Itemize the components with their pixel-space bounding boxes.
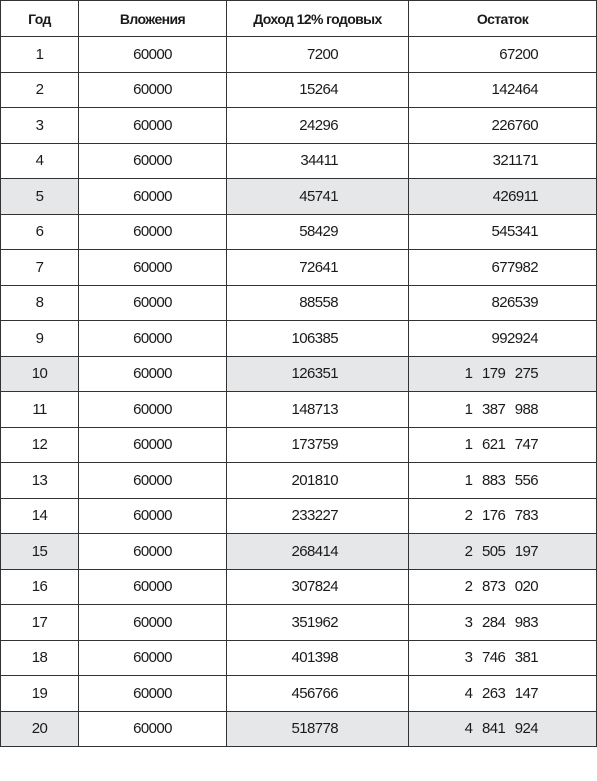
cell-investment: 60000 bbox=[79, 534, 227, 570]
cell-remainder: 3 284 983 bbox=[409, 605, 597, 641]
table-row bbox=[1, 498, 597, 534]
cell-income: 148713 bbox=[227, 392, 409, 428]
cell-remainder: 677982 bbox=[409, 250, 597, 286]
cell-investment: 60000 bbox=[79, 569, 227, 605]
table-row bbox=[1, 285, 597, 321]
cell-income: 201810 bbox=[227, 463, 409, 499]
cell-income: 456766 bbox=[227, 676, 409, 712]
table-row bbox=[1, 534, 597, 570]
table-row bbox=[1, 605, 597, 641]
cell-investment: 60000 bbox=[79, 250, 227, 286]
cell-year: 4 bbox=[1, 143, 79, 179]
cell-remainder: 826539 bbox=[409, 285, 597, 321]
cell-year: 19 bbox=[1, 676, 79, 712]
cell-investment: 60000 bbox=[79, 108, 227, 144]
cell-investment: 60000 bbox=[79, 321, 227, 357]
cell-income: 15264 bbox=[227, 72, 409, 108]
cell-investment: 60000 bbox=[79, 605, 227, 641]
table-row bbox=[1, 676, 597, 712]
cell-investment: 60000 bbox=[79, 498, 227, 534]
cell-remainder: 545341 bbox=[409, 214, 597, 250]
cell-remainder: 4 263 147 bbox=[409, 676, 597, 712]
cell-remainder: 1 883 556 bbox=[409, 463, 597, 499]
cell-income: 45741 bbox=[227, 179, 409, 215]
cell-year: 12 bbox=[1, 427, 79, 463]
cell-year: 16 bbox=[1, 569, 79, 605]
cell-income: 126351 bbox=[227, 356, 409, 392]
cell-remainder: 1 387 988 bbox=[409, 392, 597, 428]
cell-remainder: 4 841 924 bbox=[409, 711, 597, 747]
cell-remainder: 1 621 747 bbox=[409, 427, 597, 463]
cell-investment: 60000 bbox=[79, 37, 227, 73]
cell-income: 173759 bbox=[227, 427, 409, 463]
cell-remainder: 67200 bbox=[409, 37, 597, 73]
cell-year: 15 bbox=[1, 534, 79, 570]
cell-income: 7200 bbox=[227, 37, 409, 73]
cell-year: 8 bbox=[1, 285, 79, 321]
cell-year: 20 bbox=[1, 711, 79, 747]
cell-remainder: 226760 bbox=[409, 108, 597, 144]
cell-year: 9 bbox=[1, 321, 79, 357]
cell-investment: 60000 bbox=[79, 711, 227, 747]
cell-remainder: 142464 bbox=[409, 72, 597, 108]
cell-remainder: 1 179 275 bbox=[409, 356, 597, 392]
header-investment: Вложения bbox=[79, 1, 227, 37]
header-income: Доход 12% годовых bbox=[227, 1, 409, 37]
cell-year: 17 bbox=[1, 605, 79, 641]
cell-income: 351962 bbox=[227, 605, 409, 641]
cell-income: 106385 bbox=[227, 321, 409, 357]
cell-remainder: 426911 bbox=[409, 179, 597, 215]
cell-income: 233227 bbox=[227, 498, 409, 534]
table-row bbox=[1, 427, 597, 463]
cell-investment: 60000 bbox=[79, 392, 227, 428]
table-row bbox=[1, 214, 597, 250]
cell-remainder: 2 505 197 bbox=[409, 534, 597, 570]
cell-investment: 60000 bbox=[79, 214, 227, 250]
cell-year: 11 bbox=[1, 392, 79, 428]
cell-year: 7 bbox=[1, 250, 79, 286]
table-row bbox=[1, 711, 597, 747]
cell-income: 34411 bbox=[227, 143, 409, 179]
cell-remainder: 2 873 020 bbox=[409, 569, 597, 605]
cell-year: 1 bbox=[1, 37, 79, 73]
cell-income: 518778 bbox=[227, 711, 409, 747]
cell-remainder: 321171 bbox=[409, 143, 597, 179]
table-row bbox=[1, 569, 597, 605]
cell-income: 58429 bbox=[227, 214, 409, 250]
header-year: Год bbox=[1, 1, 79, 37]
cell-remainder: 2 176 783 bbox=[409, 498, 597, 534]
cell-remainder: 992924 bbox=[409, 321, 597, 357]
cell-income: 268414 bbox=[227, 534, 409, 570]
table-row bbox=[1, 108, 597, 144]
cell-investment: 60000 bbox=[79, 640, 227, 676]
cell-income: 88558 bbox=[227, 285, 409, 321]
table-row bbox=[1, 640, 597, 676]
cell-investment: 60000 bbox=[79, 356, 227, 392]
table-row bbox=[1, 392, 597, 428]
table-row bbox=[1, 143, 597, 179]
table-row bbox=[1, 321, 597, 357]
cell-year: 10 bbox=[1, 356, 79, 392]
cell-investment: 60000 bbox=[79, 285, 227, 321]
table-row bbox=[1, 463, 597, 499]
cell-investment: 60000 bbox=[79, 143, 227, 179]
table-row bbox=[1, 356, 597, 392]
table-row bbox=[1, 72, 597, 108]
cell-investment: 60000 bbox=[79, 72, 227, 108]
cell-remainder: 3 746 381 bbox=[409, 640, 597, 676]
table-row bbox=[1, 250, 597, 286]
cell-year: 18 bbox=[1, 640, 79, 676]
cell-income: 401398 bbox=[227, 640, 409, 676]
cell-income: 307824 bbox=[227, 569, 409, 605]
cell-investment: 60000 bbox=[79, 179, 227, 215]
cell-investment: 60000 bbox=[79, 676, 227, 712]
cell-year: 3 bbox=[1, 108, 79, 144]
table-row bbox=[1, 37, 597, 73]
cell-investment: 60000 bbox=[79, 427, 227, 463]
cell-income: 24296 bbox=[227, 108, 409, 144]
table-row bbox=[1, 179, 597, 215]
cell-year: 6 bbox=[1, 214, 79, 250]
cell-year: 2 bbox=[1, 72, 79, 108]
cell-income: 72641 bbox=[227, 250, 409, 286]
table-header-row bbox=[1, 1, 597, 37]
cell-year: 13 bbox=[1, 463, 79, 499]
table-body bbox=[1, 37, 597, 747]
cell-investment: 60000 bbox=[79, 463, 227, 499]
cell-year: 5 bbox=[1, 179, 79, 215]
cell-year: 14 bbox=[1, 498, 79, 534]
header-remainder: Остаток bbox=[409, 1, 597, 37]
